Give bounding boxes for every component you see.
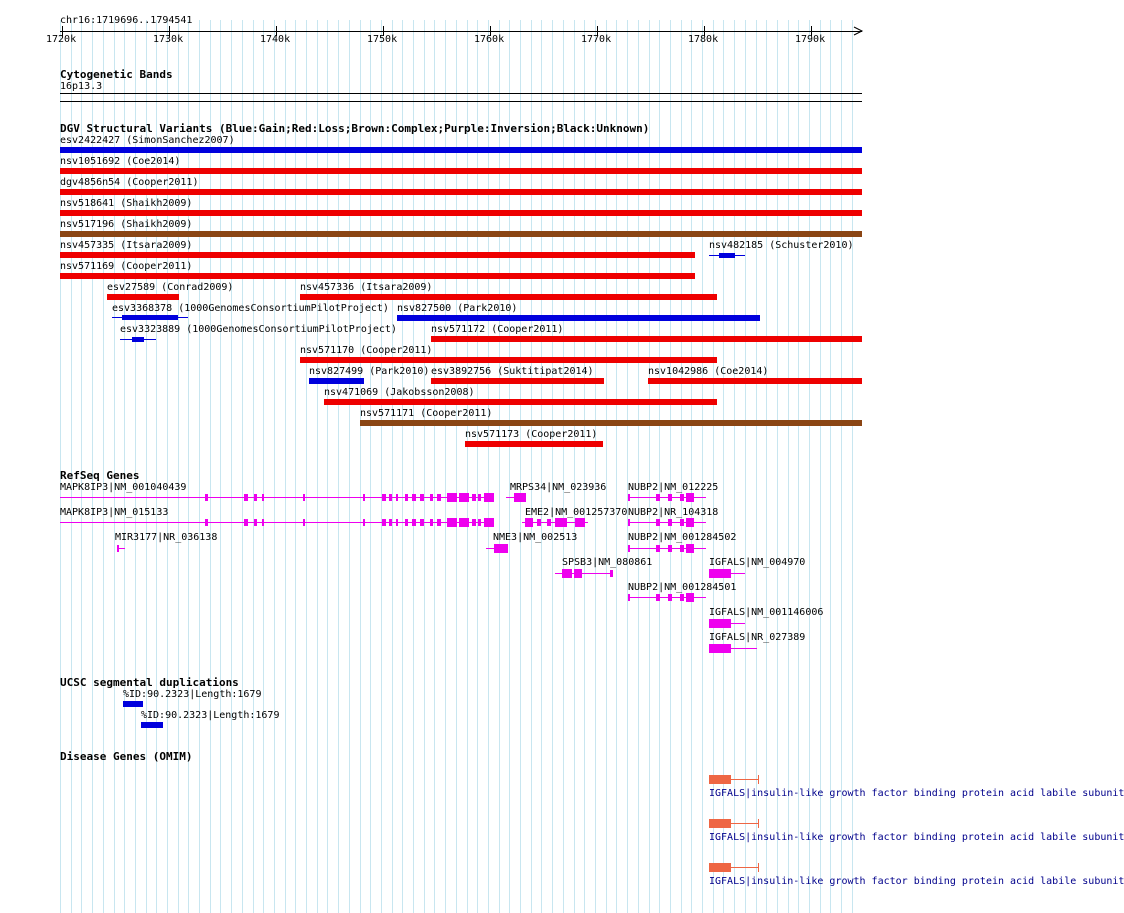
refseq-exon (405, 519, 408, 526)
ruler-tick-label: 1740k (260, 34, 291, 45)
ruler-arrows (0, 0, 890, 60)
grid-line (434, 20, 435, 913)
refseq-gene-label: NUBP2|NM_001284501 (628, 582, 737, 593)
track-title-omim: Disease Genes (OMIM) (60, 750, 193, 763)
grid-line (188, 20, 189, 913)
grid-line (156, 20, 157, 913)
refseq-exon (668, 519, 672, 526)
refseq-exon (262, 494, 264, 501)
dgv-variant-bar (719, 253, 735, 258)
refseq-exon (656, 594, 660, 601)
grid-line (199, 20, 200, 913)
grid-line (649, 20, 650, 913)
cytoband-border-top (60, 93, 862, 94)
segdup-label: %ID:90.2323|Length:1679 (141, 710, 280, 721)
grid-line (809, 20, 810, 913)
grid-line (317, 20, 318, 913)
grid-line (167, 20, 168, 913)
grid-line (531, 20, 532, 913)
grid-line (338, 20, 339, 913)
grid-line (456, 20, 457, 913)
grid-line (788, 20, 789, 913)
dgv-variant-label: nsv482185 (Schuster2010) (709, 240, 854, 251)
refseq-gene-line (60, 497, 494, 498)
omim-exon (709, 819, 731, 828)
refseq-exon (430, 519, 433, 526)
refseq-exon (205, 494, 208, 501)
refseq-exon (363, 519, 365, 526)
refseq-exon (244, 494, 248, 501)
grid-line (360, 20, 361, 913)
refseq-exon (628, 594, 630, 601)
refseq-gene-line (628, 548, 706, 549)
refseq-gene-label: NUBP2|NM_012225 (628, 482, 719, 493)
refseq-exon (478, 494, 481, 501)
grid-line (584, 20, 585, 913)
segdup-bar (141, 722, 163, 728)
dgv-variant-label: nsv1042986 (Coe2014) (648, 366, 769, 377)
dgv-variant-label: esv2422427 (SimonSanchez2007) (60, 135, 235, 146)
dgv-variant-label: esv27589 (Conrad2009) (107, 282, 234, 293)
refseq-exon (709, 644, 731, 653)
refseq-exon (363, 494, 365, 501)
position-label: chr16:1719696..1794541 (60, 15, 193, 26)
grid-line (92, 20, 93, 913)
refseq-exon (656, 494, 660, 501)
grid-line (413, 20, 414, 913)
grid-line (595, 20, 596, 913)
refseq-exon (709, 569, 731, 578)
track-title-refseq: RefSeq Genes (60, 469, 140, 482)
dgv-variant-label: dgv4856n54 (Cooper2011) (60, 177, 199, 188)
refseq-exon (420, 494, 424, 501)
dgv-variant-bar (60, 231, 862, 237)
grid-line (231, 20, 232, 913)
grid-line (220, 20, 221, 913)
dgv-variant-bar (300, 294, 717, 300)
omim-label: IGFALS|insulin-like growth factor binding protein acid labile subunit (709, 788, 1124, 799)
ruler-tick-label: 1760k (474, 34, 505, 45)
ruler-tick-label: 1730k (153, 34, 184, 45)
dgv-variant-bar (60, 210, 862, 216)
dgv-variant-bar (60, 147, 862, 153)
refseq-exon (514, 493, 526, 502)
grid-line (210, 20, 211, 913)
grid-line (830, 20, 831, 913)
dgv-variant-bar (60, 273, 695, 279)
dgv-variant-label: nsv518641 (Shaikh2009) (60, 198, 193, 209)
refseq-exon (117, 545, 119, 552)
omim-intron (731, 867, 759, 868)
grid-line (659, 20, 660, 913)
refseq-exon (686, 544, 694, 553)
grid-line (563, 20, 564, 913)
omim-intron (731, 779, 759, 780)
refseq-exon (686, 593, 694, 602)
refseq-exon (525, 518, 533, 527)
omim-exon (709, 775, 731, 784)
grid-line (499, 20, 500, 913)
dgv-variant-bar (60, 168, 862, 174)
dgv-variant-bar (324, 399, 717, 405)
dgv-variant-bar (60, 189, 862, 195)
refseq-exon (656, 545, 660, 552)
grid-line (306, 20, 307, 913)
refseq-gene-line (628, 522, 706, 523)
grid-line (402, 20, 403, 913)
refseq-gene-label: MAPK8IP3|NM_001040439 (60, 482, 187, 493)
refseq-exon (537, 519, 541, 526)
refseq-exon (668, 594, 672, 601)
dgv-variant-bar (465, 441, 603, 447)
grid-line (552, 20, 553, 913)
refseq-exon (686, 518, 694, 527)
refseq-gene-line (628, 597, 706, 598)
grid-line (520, 20, 521, 913)
refseq-exon (668, 545, 672, 552)
omim-end (758, 775, 759, 784)
grid-line (274, 20, 275, 913)
grid-line (124, 20, 125, 913)
refseq-gene-line (60, 522, 494, 523)
grid-line (295, 20, 296, 913)
grid-line (574, 20, 575, 913)
refseq-exon (303, 519, 305, 526)
track-title-dgv: DGV Structural Variants (Blue:Gain;Red:Loss;Brown:Complex;Purple:Inversion;Black:Unknown) (60, 122, 650, 135)
grid-line (670, 20, 671, 913)
refseq-exon (680, 594, 684, 601)
dgv-variant-bar (132, 337, 144, 342)
cytoband-label: 16p13.3 (60, 81, 103, 92)
grid-line (253, 20, 254, 913)
refseq-exon (412, 494, 416, 501)
refseq-gene-label: MAPK8IP3|NM_015133 (60, 507, 169, 518)
refseq-exon (680, 519, 684, 526)
refseq-exon (459, 493, 469, 502)
refseq-exon (437, 494, 441, 501)
dgv-variant-bar (300, 357, 717, 363)
segdup-bar (123, 701, 143, 707)
grid-line (263, 20, 264, 913)
omim-end (758, 819, 759, 828)
grid-line (681, 20, 682, 913)
dgv-variant-label: nsv827500 (Park2010) (397, 303, 518, 314)
omim-end (758, 863, 759, 872)
refseq-exon (628, 494, 630, 501)
dgv-variant-bar (397, 315, 760, 321)
refseq-gene-label: SPSB3|NM_080861 (562, 557, 653, 568)
refseq-exon (447, 518, 457, 527)
grid-line (702, 20, 703, 913)
grid-line (477, 20, 478, 913)
omim-intron (731, 823, 759, 824)
grid-line (638, 20, 639, 913)
omim-label: IGFALS|insulin-like growth factor binding protein acid labile subunit (709, 832, 1124, 843)
grid-line (766, 20, 767, 913)
refseq-exon (447, 493, 457, 502)
dgv-variant-label: esv3892756 (Suktitipat2014) (431, 366, 594, 377)
refseq-gene-label: NME3|NM_002513 (493, 532, 578, 543)
refseq-exon (420, 519, 424, 526)
dgv-variant-label: nsv571171 (Cooper2011) (360, 408, 493, 419)
refseq-exon (303, 494, 305, 501)
cytoband-border-bottom (60, 101, 862, 102)
refseq-exon (412, 519, 416, 526)
dgv-variant-label: esv3323889 (1000GenomesConsortiumPilotProject) (120, 324, 397, 335)
grid-line (285, 20, 286, 913)
refseq-exon (244, 519, 248, 526)
grid-line (114, 20, 115, 913)
omim-exon (709, 863, 731, 872)
grid-line (146, 20, 147, 913)
refseq-gene-label: EME2|NM_001257370 (525, 507, 628, 518)
refseq-exon (686, 493, 694, 502)
refseq-exon (575, 518, 585, 527)
dgv-variant-label: nsv571169 (Cooper2011) (60, 261, 193, 272)
refseq-gene-line (628, 497, 706, 498)
grid-line (691, 20, 692, 913)
grid-line (178, 20, 179, 913)
grid-line (424, 20, 425, 913)
refseq-exon (484, 518, 494, 527)
refseq-gene-label: IGFALS|NM_004970 (709, 557, 806, 568)
dgv-variant-label: nsv827499 (Park2010) (309, 366, 430, 377)
ruler-tick-label: 1750k (367, 34, 398, 45)
grid-line (798, 20, 799, 913)
dgv-variant-bar (648, 378, 862, 384)
refseq-gene-label: MRPS34|NM_023936 (510, 482, 607, 493)
dgv-variant-label: esv3368378 (1000GenomesConsortiumPilotProject) (112, 303, 389, 314)
grid-line (777, 20, 778, 913)
grid-line (60, 20, 61, 913)
omim-label: IGFALS|insulin-like growth factor binding protein acid labile subunit (709, 876, 1124, 887)
grid-line (242, 20, 243, 913)
grid-line (135, 20, 136, 913)
grid-line (841, 20, 842, 913)
refseq-exon (628, 545, 630, 552)
refseq-exon (628, 519, 630, 526)
refseq-exon (562, 569, 572, 578)
dgv-variant-bar (360, 420, 862, 426)
refseq-exon (574, 569, 582, 578)
grid-line (392, 20, 393, 913)
refseq-gene-label: NUBP2|NR_104318 (628, 507, 719, 518)
refseq-exon (205, 519, 208, 526)
refseq-exon (472, 494, 476, 501)
grid-line (627, 20, 628, 913)
refseq-exon (555, 518, 567, 527)
dgv-variant-bar (107, 294, 179, 300)
refseq-exon (437, 519, 441, 526)
refseq-exon (680, 494, 684, 501)
dgv-variant-bar (431, 336, 862, 342)
refseq-exon (396, 519, 398, 526)
refseq-exon (262, 519, 264, 526)
refseq-exon (254, 494, 257, 501)
refseq-exon (382, 519, 386, 526)
track-title-segdup: UCSC segmental duplications (60, 676, 239, 689)
grid-line (81, 20, 82, 913)
dgv-variant-bar (309, 378, 364, 384)
refseq-exon (389, 519, 392, 526)
refseq-exon (396, 494, 398, 501)
ruler-tick-label: 1790k (795, 34, 826, 45)
dgv-variant-label: nsv571172 (Cooper2011) (431, 324, 564, 335)
track-title-cytoband: Cytogenetic Bands (60, 68, 173, 81)
dgv-variant-label: nsv517196 (Shaikh2009) (60, 219, 193, 230)
dgv-variant-label: nsv471069 (Jakobsson2008) (324, 387, 475, 398)
dgv-variant-label: nsv571173 (Cooper2011) (465, 429, 598, 440)
refseq-gene-label: IGFALS|NR_027389 (709, 632, 806, 643)
refseq-exon (472, 519, 476, 526)
refseq-gene-label: NUBP2|NM_001284502 (628, 532, 737, 543)
refseq-exon (389, 494, 392, 501)
ruler-tick-label: 1770k (581, 34, 612, 45)
grid-line (488, 20, 489, 913)
dgv-variant-label: nsv457335 (Itsara2009) (60, 240, 193, 251)
refseq-exon (478, 519, 481, 526)
grid-line (71, 20, 72, 913)
grid-line (509, 20, 510, 913)
grid-line (616, 20, 617, 913)
refseq-exon (547, 519, 551, 526)
grid-line (467, 20, 468, 913)
refseq-exon (382, 494, 386, 501)
refseq-gene-label: IGFALS|NM_001146006 (709, 607, 824, 618)
dgv-variant-bar (122, 315, 178, 320)
segdup-label: %ID:90.2323|Length:1679 (123, 689, 262, 700)
grid-line (327, 20, 328, 913)
ruler-tick-label: 1720k (46, 34, 77, 45)
refseq-exon (656, 519, 660, 526)
refseq-exon (709, 619, 731, 628)
refseq-exon (254, 519, 257, 526)
ruler-tick-label: 1780k (688, 34, 719, 45)
refseq-exon (680, 545, 684, 552)
grid-line (820, 20, 821, 913)
grid-line (541, 20, 542, 913)
dgv-variant-label: nsv1051692 (Coe2014) (60, 156, 181, 167)
grid-line (103, 20, 104, 913)
grid-line (370, 20, 371, 913)
grid-line (606, 20, 607, 913)
refseq-exon (610, 570, 613, 577)
refseq-exon (459, 518, 469, 527)
grid-line (381, 20, 382, 913)
grid-line (349, 20, 350, 913)
grid-line (445, 20, 446, 913)
refseq-exon (484, 493, 494, 502)
refseq-gene-label: MIR3177|NR_036138 (115, 532, 218, 543)
dgv-variant-label: nsv457336 (Itsara2009) (300, 282, 433, 293)
refseq-exon (405, 494, 408, 501)
refseq-exon (494, 544, 508, 553)
refseq-exon (430, 494, 433, 501)
refseq-exon (668, 494, 672, 501)
dgv-variant-bar (60, 252, 695, 258)
grid-line (852, 20, 853, 913)
dgv-variant-label: nsv571170 (Cooper2011) (300, 345, 433, 356)
dgv-variant-bar (431, 378, 604, 384)
